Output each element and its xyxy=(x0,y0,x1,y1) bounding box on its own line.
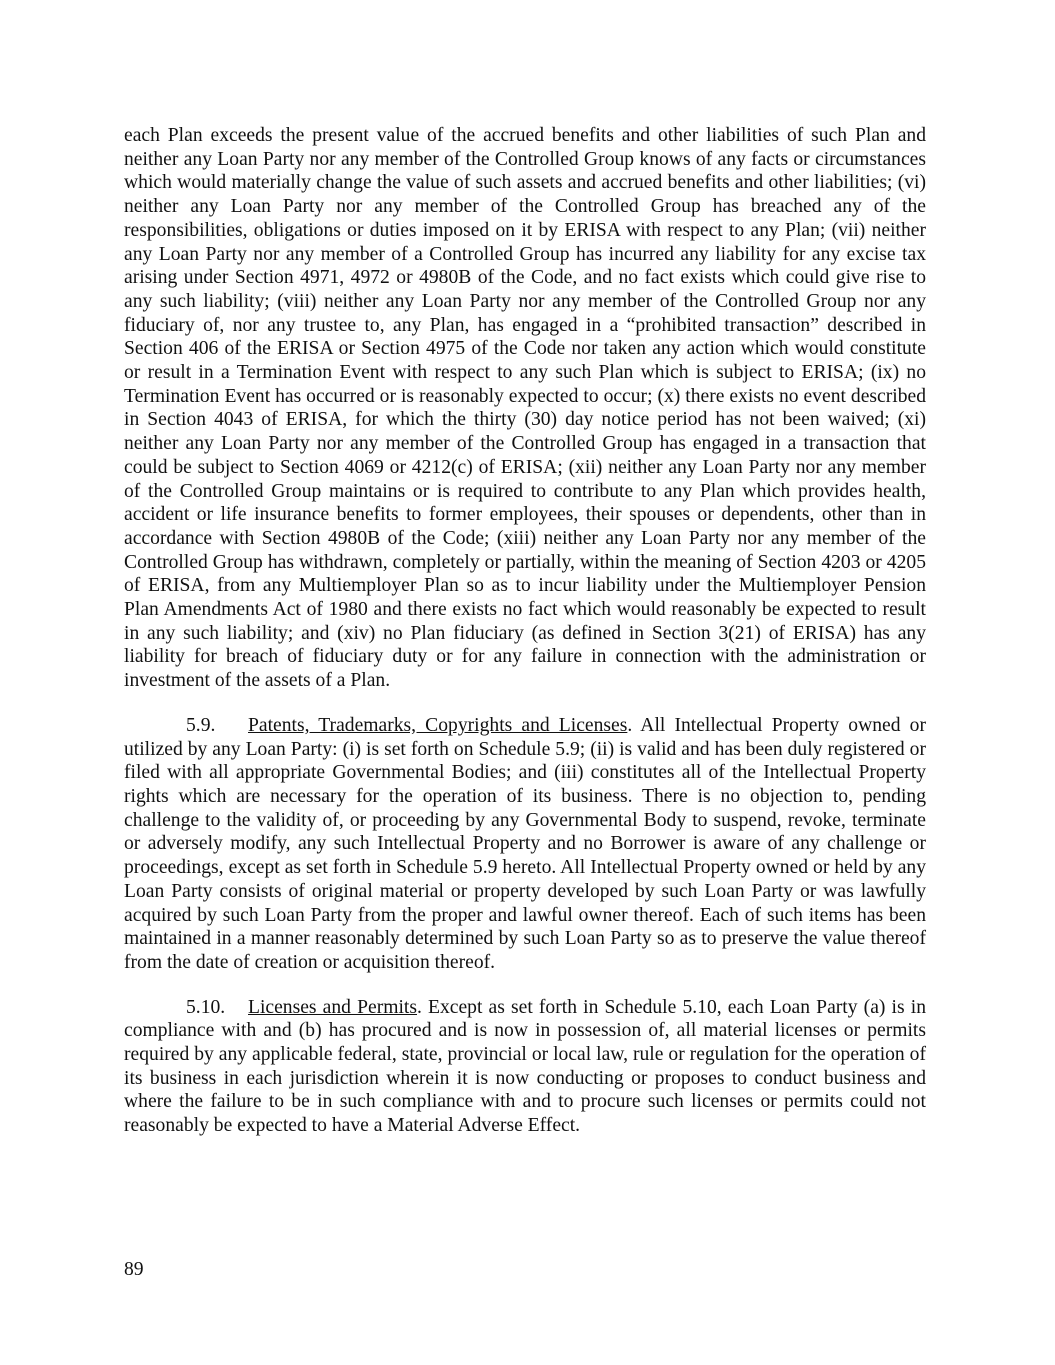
section-body: . All Intellectual Property owned or utilized by any Loan Party: (i) is set forth on Schedule 5.9; (ii) is valid and has been duly registered or filed with all appropriate Governmental Bodies; and (iii) constitutes all of the Intellectual Property rights which are necessary for the operation of its business. There is no objection to, pending challenge to the validity of, or proceeding by any Governmental Body to suspend, revoke, terminate or adversely modify, any such Intellectual Property and no Borrower is aware of any challenge or proceedings, except as set forth in Schedule 5.9 hereto. All Intellectual Property owned or held by any Loan Party consists of original material or property developed by such Loan Party or was lawfully acquired by such Loan Party from the proper and lawful owner thereof. Each of such items has been maintained in a manner reasonably determined by such Loan Party so as to preserve the value thereof from the date of creation or acquisition thereof. xyxy=(124,714,926,973)
page-number: 89 xyxy=(124,1259,144,1280)
section-title: Patents, Trademarks, Copyrights and Licenses xyxy=(248,714,628,736)
section-number: 5.9. xyxy=(186,714,216,736)
section-body: . Except as set forth in Schedule 5.10, each Loan Party (a) is in compliance with and (b) has procured and is now in possession of, all material licenses or permits required by any applicable federal, state, provincial or local law, rule or regulation for the operation of its business in each jurisdiction wherein it is now conducting or proposes to conduct business and where the failure to be in such compliance with and to procure such licenses or permits could not reasonably be expected to have a Material Adverse Effect. xyxy=(124,996,926,1137)
section-title: Licenses and Permits xyxy=(248,996,417,1018)
section-5-9 xyxy=(124,714,926,975)
continued-paragraph: each Plan exceeds the present value of the accrued benefits and other liabilities of such Plan and neither any Loan Party nor any member of the Controlled Group knows of any facts or circumstances which would materially change the value of such assets and accrued benefits and other liabilities; (vi) neither any Loan Party nor any member of the Controlled Group has breached any of the responsibilities, obligations or duties imposed on it by ERISA with respect to any Plan; (vii) neither any Loan Party nor any member of a Controlled Group has incurred any liability for any excise tax arising under Section 4971, 4972 or 4980B of the Code, and no fact exists which could give rise to any such liability; (viii) neither any Loan Party nor any member of the Controlled Group nor any fiduciary of, nor any trustee to, any Plan, has engaged in a “prohibited transaction” described in Section 406 of the ERISA or Section 4975 of the Code nor taken any action which would constitute or result in a Termination Event with respect to any such Plan which is subject to ERISA; (ix) no Termination Event has occurred or is reasonably expected to occur; (x) there exists no event described in Section 4043 of ERISA, for which the thirty (30) day notice period has not been waived; (xi) neither any Loan Party nor any member of the Controlled Group has engaged in a transaction that could be subject to Section 4069 or 4212(c) of ERISA; (xii) neither any Loan Party nor any member of the Controlled Group maintains or is required to contribute to any Plan which provides health, accident or life insurance benefits to former employees, their spouses or dependents, other than in accordance with Section 4980B of the Code; (xiii) neither any Loan Party nor any member of the Controlled Group has withdrawn, completely or partially, within the meaning of Section 4203 or 4205 of ERISA, from any Multiemployer Plan so as to incur liability under the Multiemployer Pension Plan Amendments Act of 1980 and there exists no fact which would reasonably be expected to result in any such liability; and (xiv) no Plan fiduciary (as defined in Section 3(21) of ERISA) has any liability for breach of fiduciary duty or for any failure in connection with the administration or investment of the assets of a Plan. xyxy=(124,125,926,692)
document-page xyxy=(124,124,926,1138)
section-number: 5.10. xyxy=(186,996,226,1018)
section-5-10 xyxy=(124,996,926,1138)
